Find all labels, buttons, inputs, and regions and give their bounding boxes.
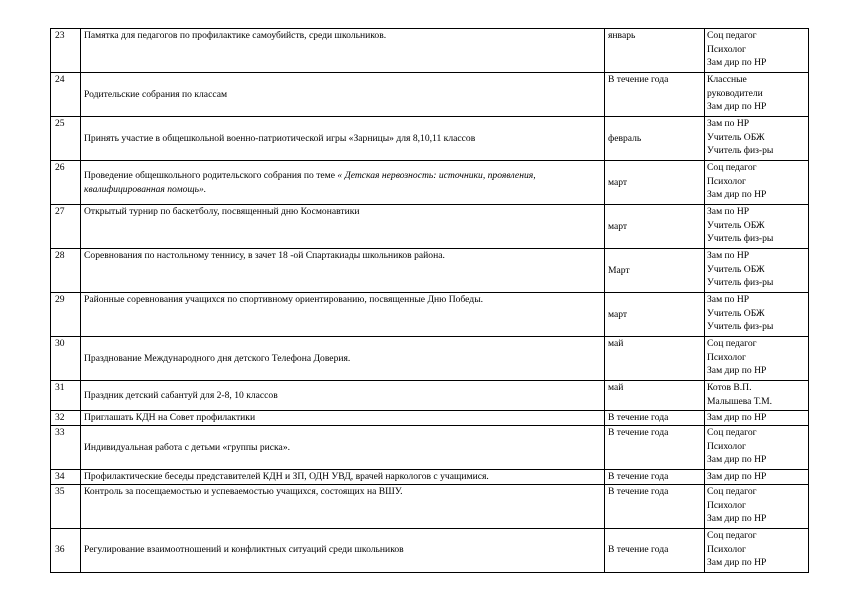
- event-cell: [81, 29, 605, 73]
- table-row: [51, 381, 809, 411]
- responsible-line: Психолог: [707, 440, 746, 452]
- responsible-cell: [705, 249, 809, 293]
- plan-table: [50, 28, 809, 573]
- event-text: Соревнования по настольному теннису, в зачет 18 -ой Спартакиады школьников района.: [84, 250, 445, 261]
- event-text: Индивидуальная работа с детьми «группы риска».: [84, 441, 291, 453]
- table-row: [51, 205, 809, 249]
- table-row: [51, 411, 809, 426]
- event-cell: [81, 161, 605, 205]
- event-topic: « Детская нервозность: источники, проявления, квалифицированная помощь».: [84, 169, 536, 195]
- responsible-line: Малышева Т.М.: [707, 395, 773, 407]
- table-row: [51, 529, 809, 573]
- responsible-line: Учитель физ-ры: [707, 277, 774, 289]
- row-number: 35: [51, 485, 81, 529]
- event-text: Празднование Международного дня детского Телефона Доверия.: [84, 352, 351, 364]
- responsible-cell: [705, 470, 809, 485]
- event-cell: [81, 381, 605, 411]
- event-text: Открытый турнир по баскетболу, посвященный дню Космонавтики: [84, 206, 360, 217]
- row-number: 34: [51, 470, 81, 485]
- responsible-line: Соц педагог: [707, 162, 757, 173]
- event-text: Памятка для педагогов по профилактике самоубийств, среди школьников.: [84, 30, 387, 41]
- row-number: 29: [51, 293, 81, 337]
- table-row: [51, 249, 809, 293]
- responsible-line: Зам дир по НР: [707, 454, 767, 466]
- row-number: 32: [51, 411, 81, 426]
- responsible-line: Зам дир по НР: [707, 471, 767, 482]
- responsible-line: Психолог: [707, 543, 746, 555]
- responsible-line: Учитель ОБЖ: [707, 263, 765, 275]
- responsible-line: руководители: [707, 87, 763, 99]
- responsible-line: Зам по НР: [707, 206, 750, 217]
- event-cell: [81, 337, 605, 381]
- responsible-line: Соц педагог: [707, 30, 757, 41]
- responsible-cell: [705, 529, 809, 573]
- event-cell: [81, 73, 605, 117]
- row-number: 26: [51, 161, 81, 205]
- date-cell: февраль: [605, 117, 705, 161]
- responsible-cell: [705, 205, 809, 249]
- table-row: [51, 485, 809, 529]
- date-cell: В течение года: [605, 485, 705, 529]
- row-number: 31: [51, 381, 81, 411]
- table-row: [51, 117, 809, 161]
- event-cell: [81, 293, 605, 337]
- table-row: [51, 337, 809, 381]
- event-cell: [81, 485, 605, 529]
- date-cell: март: [605, 205, 705, 249]
- responsible-line: Классные: [707, 74, 747, 85]
- event-text: Приглашать КДН на Совет профилактики: [84, 412, 256, 423]
- responsible-line: Учитель ОБЖ: [707, 219, 765, 231]
- responsible-line: Котов В.П.: [707, 382, 752, 393]
- event-text: Праздник детский сабантуй для 2-8, 10 классов: [84, 389, 278, 401]
- responsible-line: Учитель физ-ры: [707, 233, 774, 245]
- responsible-cell: [705, 411, 809, 426]
- responsible-line: Зам дир по НР: [707, 513, 767, 525]
- event-text: Регулирование взаимоотношений и конфликтных ситуаций среди школьников: [84, 544, 404, 555]
- responsible-line: Зам дир по НР: [707, 57, 767, 69]
- responsible-line: Психолог: [707, 43, 746, 55]
- responsible-line: Соц педагог: [707, 530, 757, 541]
- row-number: 28: [51, 249, 81, 293]
- responsible-line: Психолог: [707, 175, 746, 187]
- event-cell: [81, 470, 605, 485]
- responsible-line: Зам по НР: [707, 250, 750, 261]
- responsible-line: Зам дир по НР: [707, 557, 767, 569]
- responsible-line: Соц педагог: [707, 486, 757, 497]
- date-cell: май: [605, 337, 705, 381]
- date-cell: март: [605, 293, 705, 337]
- responsible-cell: [705, 117, 809, 161]
- responsible-cell: [705, 29, 809, 73]
- date-cell: В течение года: [605, 426, 705, 470]
- row-number: 30: [51, 337, 81, 381]
- date-cell: январь: [605, 29, 705, 73]
- responsible-line: Зам по НР: [707, 294, 750, 305]
- responsible-line: Психолог: [707, 351, 746, 363]
- event-text: Принять участие в общешкольной военно-патриотической игры «Зарницы» для 8,10,11 классов: [84, 132, 476, 144]
- date-cell: В течение года: [605, 73, 705, 117]
- responsible-line: Зам дир по НР: [707, 365, 767, 377]
- responsible-cell: [705, 161, 809, 205]
- row-number: 24: [51, 73, 81, 117]
- responsible-line: Зам по НР: [707, 118, 750, 129]
- date-cell: май: [605, 381, 705, 411]
- responsible-line: Учитель физ-ры: [707, 321, 774, 333]
- responsible-line: Зам дир по НР: [707, 101, 767, 113]
- responsible-cell: [705, 426, 809, 470]
- event-text: Проведение общешкольного родительского собрания по теме: [84, 169, 335, 181]
- event-cell: [81, 205, 605, 249]
- date-cell: Март: [605, 249, 705, 293]
- responsible-line: Соц педагог: [707, 427, 757, 438]
- event-cell: [81, 249, 605, 293]
- date-cell: В течение года: [605, 470, 705, 485]
- event-cell: [81, 411, 605, 426]
- table-row: [51, 426, 809, 470]
- responsible-line: Учитель физ-ры: [707, 145, 774, 157]
- event-cell: [81, 117, 605, 161]
- table-row: [51, 73, 809, 117]
- row-number: 33: [51, 426, 81, 470]
- table-row: [51, 161, 809, 205]
- responsible-line: Зам дир по НР: [707, 412, 767, 423]
- table-row: [51, 29, 809, 73]
- date-cell: В течение года: [605, 411, 705, 426]
- row-number: 23: [51, 29, 81, 73]
- responsible-line: Зам дир по НР: [707, 189, 767, 201]
- responsible-cell: [705, 293, 809, 337]
- responsible-line: Соц педагог: [707, 338, 757, 349]
- responsible-cell: [705, 485, 809, 529]
- row-number: 25: [51, 117, 81, 161]
- event-text: Районные соревнования учащихся по спортивному ориентированию, посвященные Дню Победы.: [84, 294, 484, 305]
- event-text: Профилактические беседы представителей КДН и ЗП, ОДН УВД, врачей наркологов с учащимися.: [84, 471, 489, 482]
- responsible-cell: [705, 381, 809, 411]
- table-row: [51, 293, 809, 337]
- responsible-line: Учитель ОБЖ: [707, 307, 765, 319]
- row-number: 36: [51, 529, 81, 573]
- date-cell: март: [605, 161, 705, 205]
- table-row: [51, 470, 809, 485]
- event-cell: [81, 529, 605, 573]
- responsible-line: Психолог: [707, 499, 746, 511]
- responsible-cell: [705, 73, 809, 117]
- row-number: 27: [51, 205, 81, 249]
- responsible-line: Учитель ОБЖ: [707, 131, 765, 143]
- event-text: Родительские собрания по классам: [84, 88, 228, 100]
- event-text: Контроль за посещаемостью и успеваемостью учащихся, состоящих на ВШУ.: [84, 486, 403, 497]
- date-cell: В течение года: [605, 529, 705, 573]
- event-cell: [81, 426, 605, 470]
- responsible-cell: [705, 337, 809, 381]
